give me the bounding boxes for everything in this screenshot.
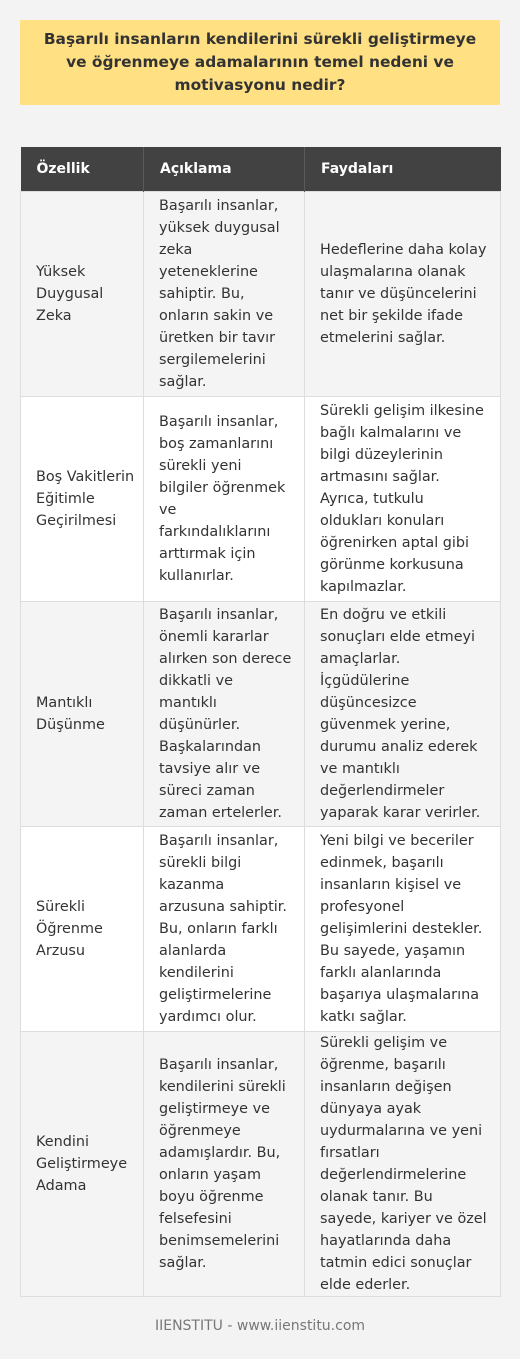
cell-description: Başarılı insanlar, yüksek duygusal zeka yeteneklerine sahiptir. Bu, onların sakin ve üretken bir tavır sergilemelerini sağlar.	[144, 191, 305, 396]
table-row	[21, 601, 501, 826]
cell-feature: Mantıklı Düşünme	[21, 601, 144, 826]
column-header-benefits: Faydaları	[305, 147, 501, 191]
cell-benefits: Yeni bilgi ve beceriler edinmek, başarılı insanların kişisel ve profesyonel gelişimlerini destekler. Bu sayede, yaşamın farklı alanlarında başarıya ulaşmalarına katkı sağlar.	[305, 826, 501, 1031]
cell-feature: Sürekli Öğrenme Arzusu	[21, 826, 144, 1031]
table-row	[21, 191, 501, 396]
table-row	[21, 396, 501, 601]
cell-feature: Kendini Geliştirmeye Adama	[21, 1031, 144, 1296]
table-header-row	[21, 147, 501, 191]
cell-feature: Boş Vakitlerin Eğitimle Geçirilmesi	[21, 396, 144, 601]
cell-feature: Yüksek Duygusal Zeka	[21, 191, 144, 396]
cell-description: Başarılı insanlar, sürekli bilgi kazanma arzusuna sahiptir. Bu, onların farklı alanlarda kendilerini geliştirmelerine yardımcı olur.	[144, 826, 305, 1031]
column-header-feature: Özellik	[21, 147, 144, 191]
table-row	[21, 826, 501, 1031]
cell-benefits: Sürekli gelişim ve öğrenme, başarılı insanların değişen dünyaya ayak uydurmalarına ve yeni fırsatları değerlendirmelerine olanak tanır. Bu sayede, kariyer ve özel hayatlarında daha tatmin edici sonuçlar elde ederler.	[305, 1031, 501, 1296]
page-title: Başarılı insanların kendilerini sürekli geliştirmeye ve öğrenmeye adamalarının temel nedeni ve motivasyonu nedir?	[43, 30, 477, 94]
cell-description: Başarılı insanlar, boş zamanlarını sürekli yeni bilgiler öğrenmek ve farkındalıklarını arttırmak için kullanırlar.	[144, 396, 305, 601]
cell-description: Başarılı insanlar, önemli kararlar alırken son derece dikkatli ve mantıklı düşünürler. Başkalarından tavsiye alır ve süreci zaman zaman ertelerler.	[144, 601, 305, 826]
footer-credit: IIENSTITU - www.iienstitu.com	[154, 1318, 366, 1334]
cell-benefits: Hedeflerine daha kolay ulaşmalarına olanak tanır ve düşüncelerini net bir şekilde ifade etmelerini sağlar.	[305, 191, 501, 396]
feature-table	[20, 147, 501, 1297]
cell-benefits: En doğru ve etkili sonuçları elde etmeyi amaçlarlar. İçgüdülerine düşüncesizce güvenmek yerine, durumu analiz ederek ve mantıklı değerlendirmeler yaparak karar verirler.	[305, 601, 501, 826]
cell-description: Başarılı insanlar, kendilerini sürekli geliştirmeye ve öğrenmeye adamışlardır. Bu, onların yaşam boyu öğrenme felsefesini benimsemelerini sağlar.	[144, 1031, 305, 1296]
table-row	[21, 1031, 501, 1296]
title-banner	[20, 20, 500, 105]
column-header-description: Açıklama	[144, 147, 305, 191]
cell-benefits: Sürekli gelişim ilkesine bağlı kalmalarını ve bilgi düzeylerinin artmasını sağlar. Ayrıca, tutkulu oldukları konuları öğrenirken aptal gibi görünme korkusuna kapılmazlar.	[305, 396, 501, 601]
